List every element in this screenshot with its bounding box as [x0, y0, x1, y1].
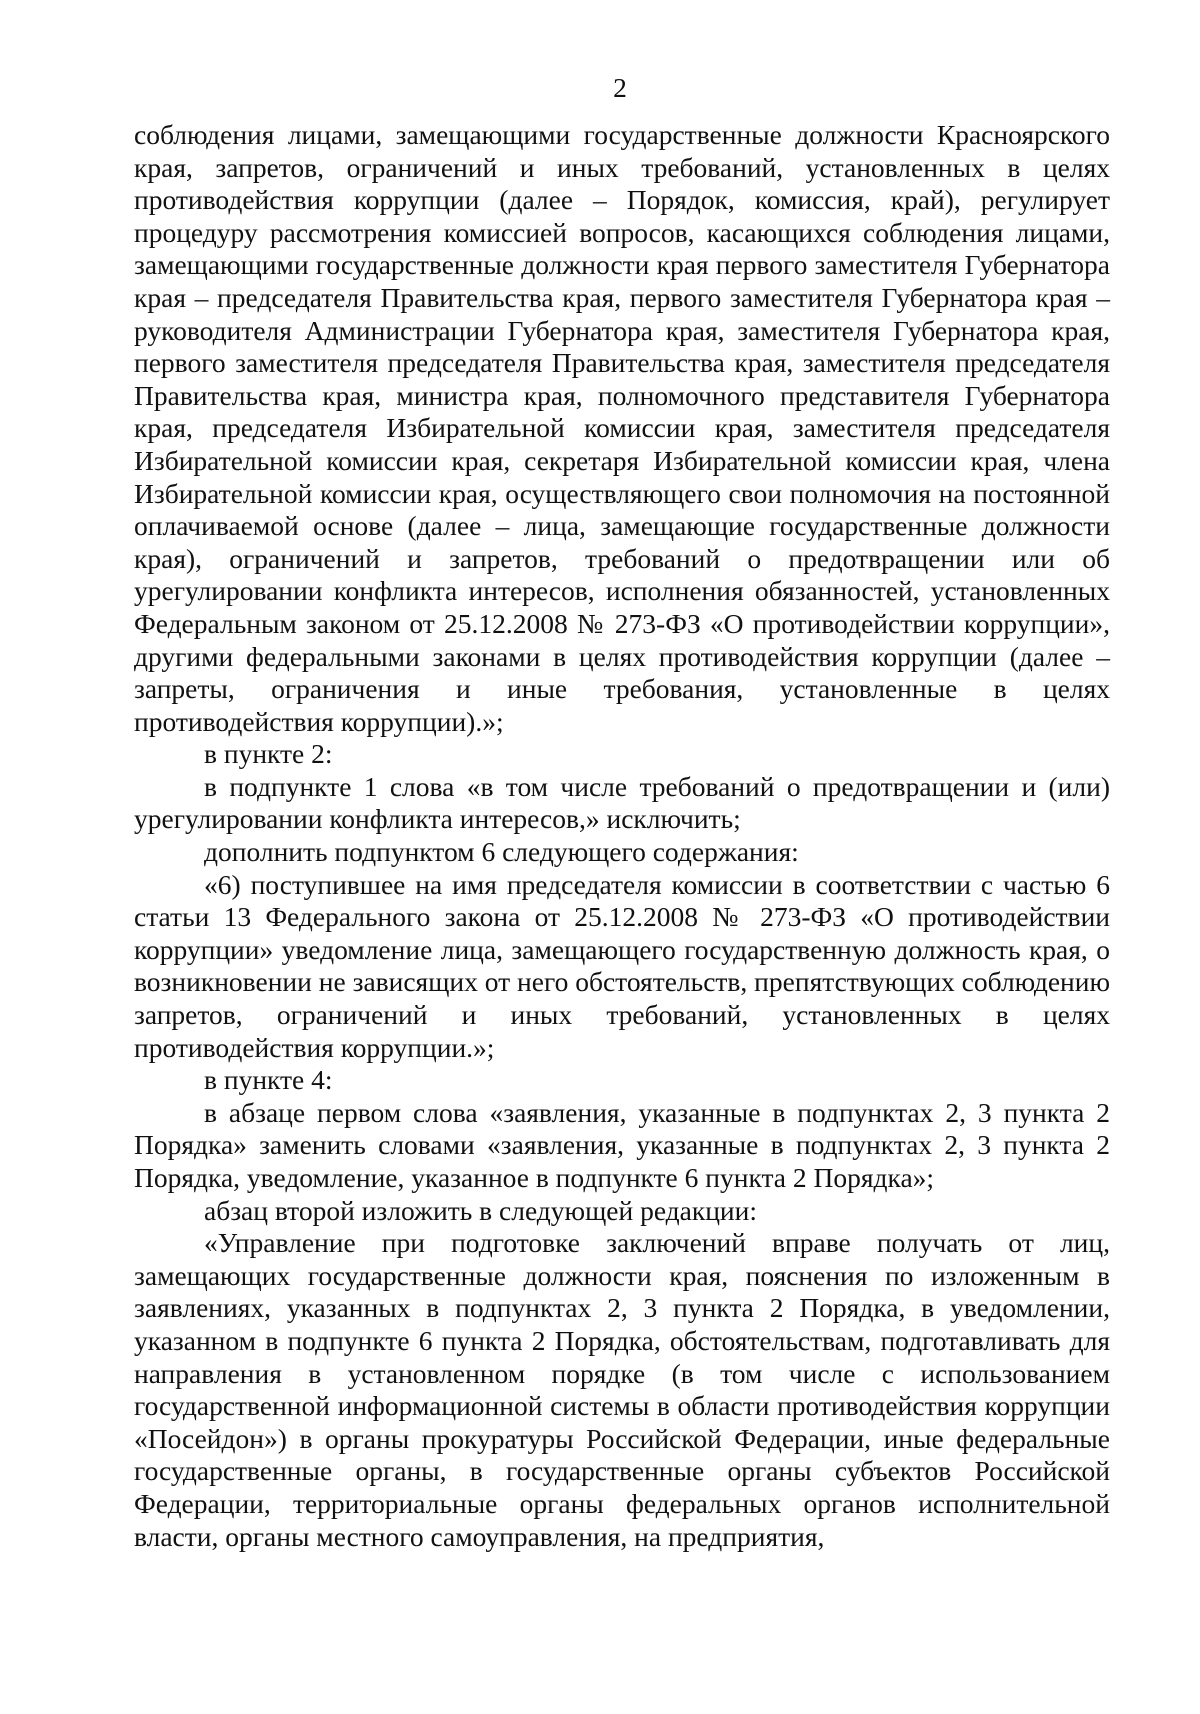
paragraph: в пункте 2: — [204, 738, 333, 770]
paragraph: в подпункте 1 слова «в том числе требований о предотвращении и (или) урегулировании конфликта интересов,» исключить; — [134, 770, 1110, 835]
paragraph: абзац второй изложить в следующей редакции: — [204, 1194, 758, 1226]
paragraph: «6) поступившее на имя председателя комиссии в соответствии с частью 6 статьи 13 Федерального закона от 25.12.2008 № 273-ФЗ «О противодействии коррупции» уведомление лица, замещающего государственную должность края, о возникновении не зависящих от него обстоятельств, препятствующих соблюдению запретов, ограничений и иных требований, установленных в целях противодействия коррупции.»; — [134, 868, 1110, 1063]
paragraph: дополнить подпунктом 6 следующего содержания: — [204, 836, 799, 868]
page-number: 2 — [613, 72, 627, 103]
document-body — [134, 119, 1110, 1553]
paragraph: в абзаце первом слова «заявления, указанные в подпунктах 2, 3 пункта 2 Порядка» заменить словами «заявления, указанные в подпунктах 2, 3 пункта 2 Порядка, уведомление, указанное в подпункте 6 пункта 2 Порядка»; — [134, 1096, 1110, 1193]
paragraph: «Управление при подготовке заключений вправе получать от лиц, замещающих государственные должности края, пояснения по изложенным в заявлениях, указанных в подпунктах 2, 3 пункта 2 Порядка, в уведомлении, указанном в подпункте 6 пункта 2 Порядка, обстоятельствам, подготавливать для направления в установленном порядке (в том числе с использованием государственной информационной системы в области противодействия коррупции «Посейдон») в органы прокуратуры Российской Федерации, иные федеральные государственные органы, в государственные органы субъектов Российской Федерации, территориальные органы федеральных органов исполнительной власти, органы местного самоуправления, на предприятия, — [134, 1227, 1110, 1552]
paragraph: в пункте 4: — [204, 1064, 333, 1096]
paragraph: соблюдения лицами, замещающими государственные должности Красноярского края, запретов, ограничений и иных требований, установленных в целях противодействия коррупции (далее – Порядок, комиссия, край), регулирует процедуру рассмотрения комиссией вопросов, касающихся соблюдения лицами, замещающими государственные должности края первого заместителя Губернатора края – председателя Правительства края, первого заместителя Губернатора края – руководителя Администрации Губернатора края, заместителя Губернатора края, первого заместителя председателя Правительства края, заместителя председателя Правительства края, министра края, полномочного представителя Губернатора края, председателя Избирательной комиссии края, заместителя председателя Избирательной комиссии края, секретаря Избирательной комиссии края, члена Избирательной комиссии края, осуществляющего свои полномочия на постоянной оплачиваемой основе (далее – лица, замещающие государственные должности края), ограничений и запретов, требований о предотвращении или об урегулировании конфликта интересов, исполнения обязанностей, установленных Федеральным законом от 25.12.2008 № 273-ФЗ «О противодействии коррупции», другими федеральными законами в целях противодействия коррупции (далее – запреты, ограничения и иные требования, установленные в целях противодействия коррупции).»; — [134, 119, 1110, 737]
